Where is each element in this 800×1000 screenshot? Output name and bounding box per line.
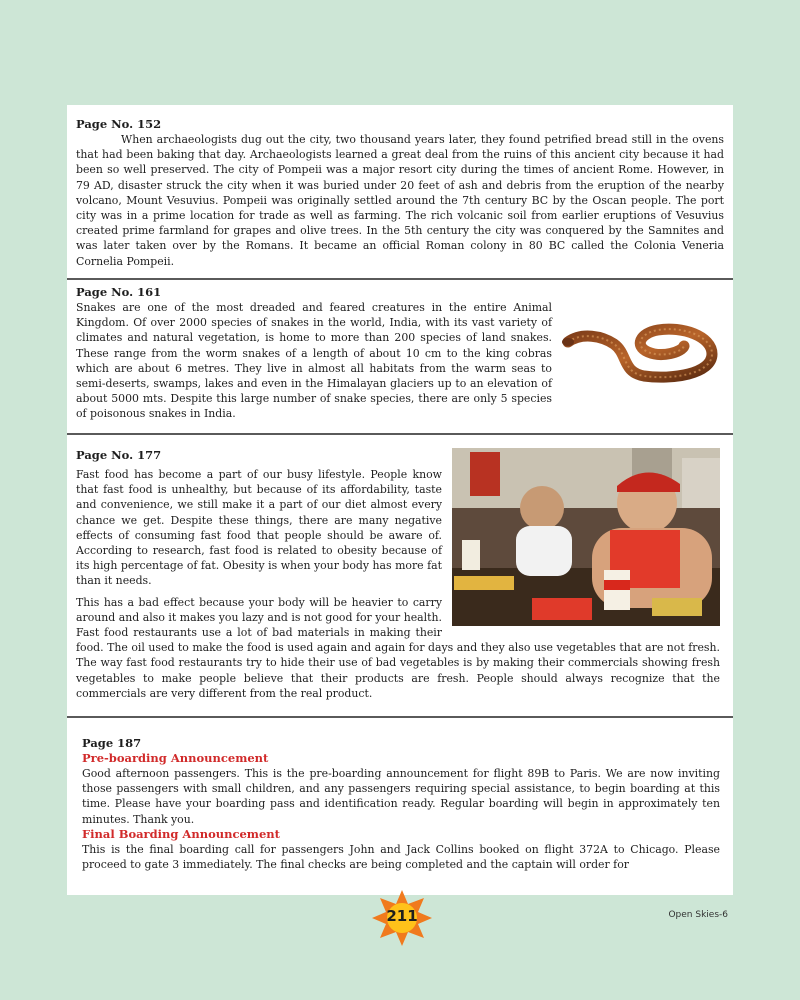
pre-boarding-heading: Pre-boarding Announcement (82, 751, 269, 765)
section-page-177 (67, 448, 733, 701)
section-paragraph: This is the final boarding call for passengers John and Jack Collins booked on flight 372A to Chicago. Please proceed to gate 3 immediately. The final checks are being completed and the captain will order for (82, 842, 720, 872)
page-number: 211 (386, 907, 418, 925)
section-page-187 (67, 736, 733, 872)
section-paragraph: When archaeologists dug out the city, two thousand years later, they found petrified bread still in the ovens that had been baking that day. Archaeologists learned a great deal from the ruins of this ancient city because it had been so well preserved. The city of Pompeii was a major resort city during the times of ancient Rome. However, in 79 AD, disaster struck the city when it was buried under 20 feet of ash and debris from the eruption of the nearby volcano, Mount Vesuvius. Pompeii was originally settled around the 7th century BC by the Oscan people. The port city was in a prime location for trade as well as farming. The rich volcanic soil from earlier eruptions of Vesuvius created prime farmland for grapes and olive trees. In the 5th century the city was conquered by the Samnites and was later taken over by the Romans. It became an official Roman colony in 80 BC called the Colonia Veneria Cornelia Pompeii. (76, 133, 724, 268)
section-heading: Page No. 177 (76, 448, 162, 462)
divider (67, 716, 733, 718)
fast-food-image (452, 448, 720, 626)
section-page-161 (67, 285, 733, 422)
book-title: Open Skies-6 (668, 910, 728, 920)
section-page-152 (67, 117, 733, 269)
section-paragraph: Snakes are one of the most dreaded and feared creatures in the entire Animal Kingdom. Of over 2000 species of snakes in the world, India, with its vast variety of climates and natural vegetation, is home to more than 200 species of land snakes. These range from the worm snakes of a length of about 10 cm to the king cobras which are about 6 metres. They live in almost all habitats from the warm seas to semi-deserts, swamps, lakes and even in the Himalayan glaciers up to an elevation of about 5000 mts. Despite this large number of snake species, there are only 5 species of poisonous snakes in India. (76, 301, 552, 421)
page-number-badge (372, 890, 432, 946)
section-paragraph: This has a bad effect because your body will be heavier to carry around and also it makes you lazy and is not good for your health. Fast food restaurants use a lot of bad materials in making their food. The oil used to make the food is used again and again for days and they also use vegetables that are not fresh. The way fast food restaurants try to hide their use of bad vegetables is by making their commercials showing fresh vegetables to make people believe that their products are fresh. People should always recognize that the commercials are very different from the real product. (76, 595, 720, 700)
page-content (67, 105, 733, 895)
section-heading: Page 187 (82, 736, 142, 750)
divider (67, 433, 733, 435)
section-paragraph: Fast food has become a part of our busy lifestyle. People know that fast food is unhealthy, but because of its affordability, taste and convenience, we still make it a part of our diet almost every chance we get. Despite these things, there are many negative effects of consuming fast food that people should be aware of. According to research, fast food is related to obesity because of its high percentage of fat. Obesity is when your body has more fat than it needs. (76, 468, 442, 588)
final-boarding-heading: Final Boarding Announcement (82, 826, 280, 841)
section-heading: Page No. 161 (76, 285, 162, 299)
section-heading: Page No. 152 (76, 117, 162, 131)
section-paragraph: Good afternoon passengers. This is the pre-boarding announcement for flight 89B to Paris. We are now inviting those passengers with small children, and any passengers requiring special assistance, to begin boarding at this time. Please have your boarding pass and identification ready. Regular boarding will begin in approximately ten minutes. Thank you. (82, 767, 720, 826)
snake-image (562, 302, 724, 392)
divider (67, 278, 733, 280)
